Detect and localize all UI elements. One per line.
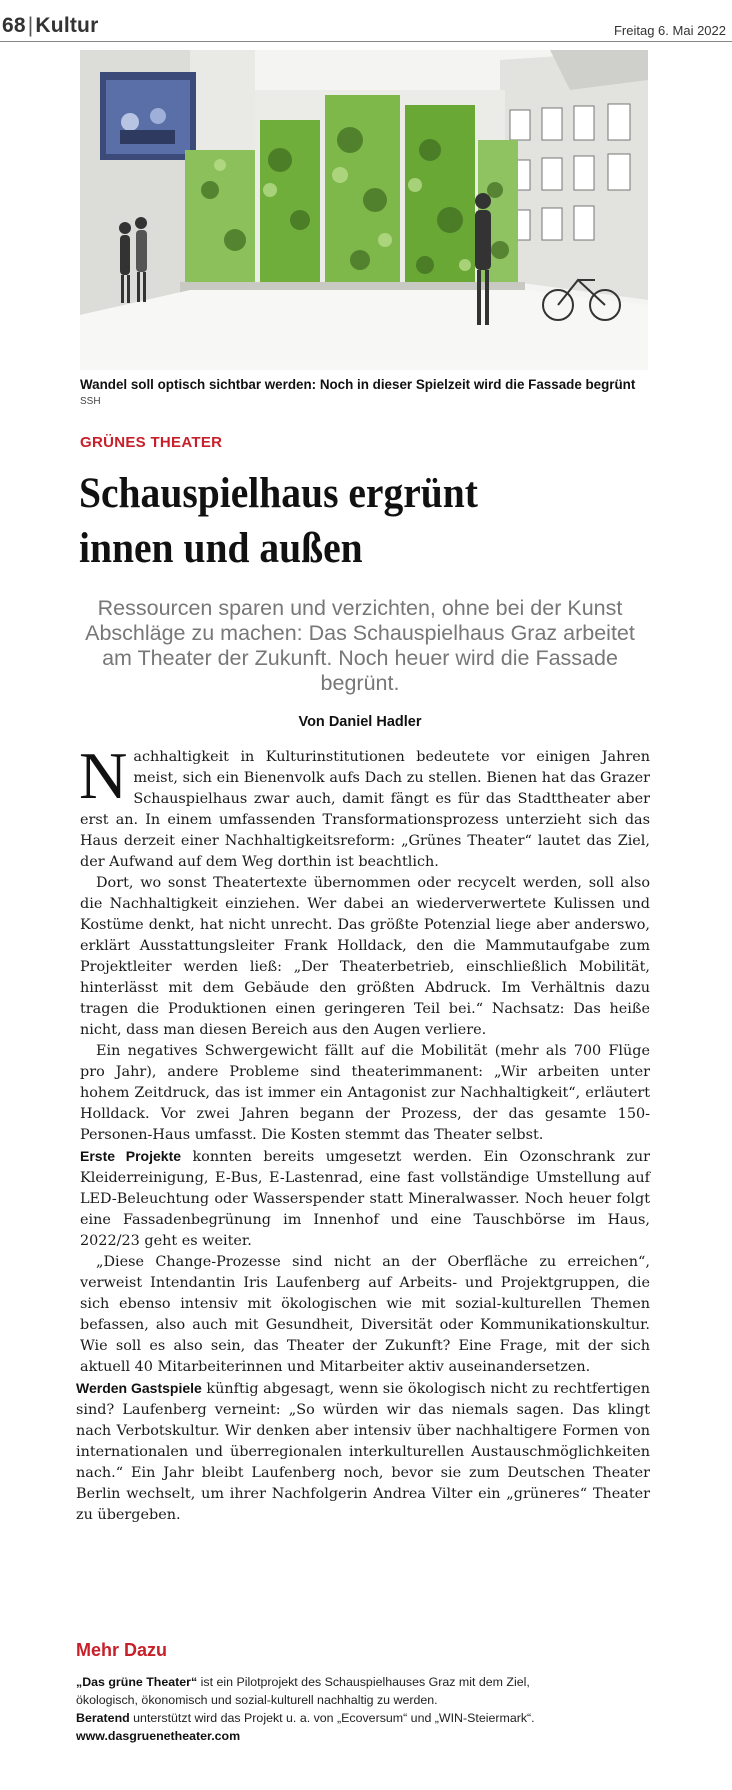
article-body xyxy=(76,739,650,1526)
subhead-erste-projekte: Erste Projekte xyxy=(80,1148,182,1164)
article-lead: Ressourcen sparen und verzichten, ohne bei der Kunst Abschläge zu machen: Das Schauspielhaus Graz arbeitet am Theater der Zukunft. Noch heuer wird die Fassade begrünt. xyxy=(85,596,635,695)
page-number: 68 xyxy=(2,14,26,37)
photo-caption: Wandel soll optisch sichtbar werden: Noch in dieser Spielzeit wird die Fassade begrünt xyxy=(80,377,636,392)
paragraph-1-text: achhaltigkeit in Kulturinstitutionen bedeutete vor einigen Jahren meist, sich ein Bienenvolk aufs Dach zu stellen. Bienen hat das Grazer Schauspielhaus zwar auch, damit fängt es für das Stadttheater aber erst an. In einem umfassenden Transformationsprozess unterzieht sich das Haus derzeit einer Nachhaltigkeitsreform: „Grünes Theater“ lautet das Ziel, der Aufwand auf dem Weg dorthin ist beachtlich. xyxy=(80,749,650,870)
paragraph-1 xyxy=(79,739,650,873)
article-headline xyxy=(79,466,631,576)
section-name: Kultur xyxy=(35,14,99,37)
paragraph-4 xyxy=(80,1146,650,1252)
info-item-2 xyxy=(76,1709,536,1745)
subhead-werden-gastspiele: Werden Gastspiele xyxy=(76,1380,202,1396)
paragraph-3: Ein negatives Schwergewicht fällt auf die Mobilität (mehr als 700 Flüge pro Jahr), andere Probleme sind theaterimmanent: „Wir arbeiten unter hohem Zeitdruck, das ist immer ein Antagonist zur Nachhaltigkeit“, erläutert Holldack. Vor zwei Jahren begann der Prozess, der das gesamte 150-Personen-Haus umfasst. Die Kosten stemmt das Theater selbst. xyxy=(80,1043,650,1143)
article-photo xyxy=(80,50,648,370)
info-item-1-text: ist ein Pilotprojekt des Schauspielhauses Graz mit dem Ziel, ökologisch, ökonomisch und sozial-kulturell nachhaltig zu werden. xyxy=(76,1675,530,1707)
theater-facade-illustration xyxy=(80,50,648,370)
paragraph-5: „Diese Change-Prozesse sind nicht an der Oberfläche zu erreichen“, verweist Intendantin Iris Laufenberg auf Arbeits- und Projektgruppen, die sich ebenso intensiv mit ökologischen wie mit sozial-kulturellen Themen befassen, also auch mit Gesundheit, Diversität oder Kommunikationskultur. Wie soll es also sein, das Theater der Zukunft? Eine Frage, mit der sich aktuell 40 Mitarbeiterinnen und Mitarbeiter aktiv auseinandersetzen. xyxy=(80,1254,650,1375)
article-kicker: GRÜNES THEATER xyxy=(80,434,223,451)
headline-line-2: innen und außen xyxy=(79,525,363,572)
info-item-1 xyxy=(76,1673,536,1709)
paragraph-2: Dort, wo sonst Theatertexte übernommen oder recycelt werden, soll also die Nachhaltigkeit einziehen. Wer dabei an wiederverwertete Kulissen und Kostüme denkt, hat nicht unrecht. Das größte Potenzial liege aber anderswo, erklärt Ausstattungsleiter Frank Holldack, den die Mammutaufgabe zum Projektleiter werden ließ: „Der Theaterbetrieb, einschließlich Mobilität, hinterlässt mit dem Gebäude den größten Abdruck. Im Verhältnis dazu tragen die Produktionen einen geringeren Teil bei.“ Nachsatz: Das heiße nicht, dass man diesen Bereich aus den Augen verliere. xyxy=(80,875,650,1038)
info-item-1-bold: „Das grüne Theater“ xyxy=(76,1675,198,1689)
page-number-section xyxy=(2,14,98,38)
paragraph-4-text: konnten bereits umgesetzt werden. Ein Ozonschrank zur Kleiderreinigung, E-Bus, E-Lastenrad, eine fast vollständige Umstellung auf LED-Beleuchtung oder Wasserspender statt Mineralwasser. Noch heuer folgt eine Fassadenbegrünung im Innenhof und eine Tauschbörse im Haus, 2022/23 geht es weiter. xyxy=(80,1149,650,1249)
byline: Von Daniel Hadler xyxy=(298,714,422,730)
issue-date: Freitag 6. Mai 2022 xyxy=(613,23,726,38)
headline-line-1: Schauspielhaus ergrünt xyxy=(79,470,478,517)
photo-credit: SSH xyxy=(80,396,101,407)
page-header xyxy=(0,0,732,40)
header-divider xyxy=(0,41,732,42)
paragraph-6 xyxy=(76,1378,650,1526)
drop-cap: N xyxy=(79,739,128,813)
header-separator: | xyxy=(27,14,34,37)
info-box-title: Mehr Dazu xyxy=(76,1640,168,1660)
info-item-2-bold: Beratend xyxy=(76,1711,130,1725)
paragraph-6-text: künftig abgesagt, wenn sie ökologisch nicht zu rechtfertigen sind? Laufenberg verneint: „So würden wir das niemals sagen. Das klingt nach Verbotskultur. Wir denken aber intensiv über nachhaltigere Formen von internationalen und überregionalen interkulturellen Austauschmöglichkeiten nach.“ Ein Jahr bleibt Laufenberg noch, bevor sie zum Deutschen Theater Berlin wechselt, um ihrer Nachfolgerin Andrea Vilter ein „grüneres“ Theater zu übergeben. xyxy=(76,1381,650,1523)
website-link[interactable]: www.dasgruenetheater.com xyxy=(76,1729,241,1743)
info-box xyxy=(76,1673,536,1745)
info-item-2-text: unterstützt wird das Projekt u. a. von „Ecoversum“ und „WIN-Steiermark“. xyxy=(129,1711,535,1725)
